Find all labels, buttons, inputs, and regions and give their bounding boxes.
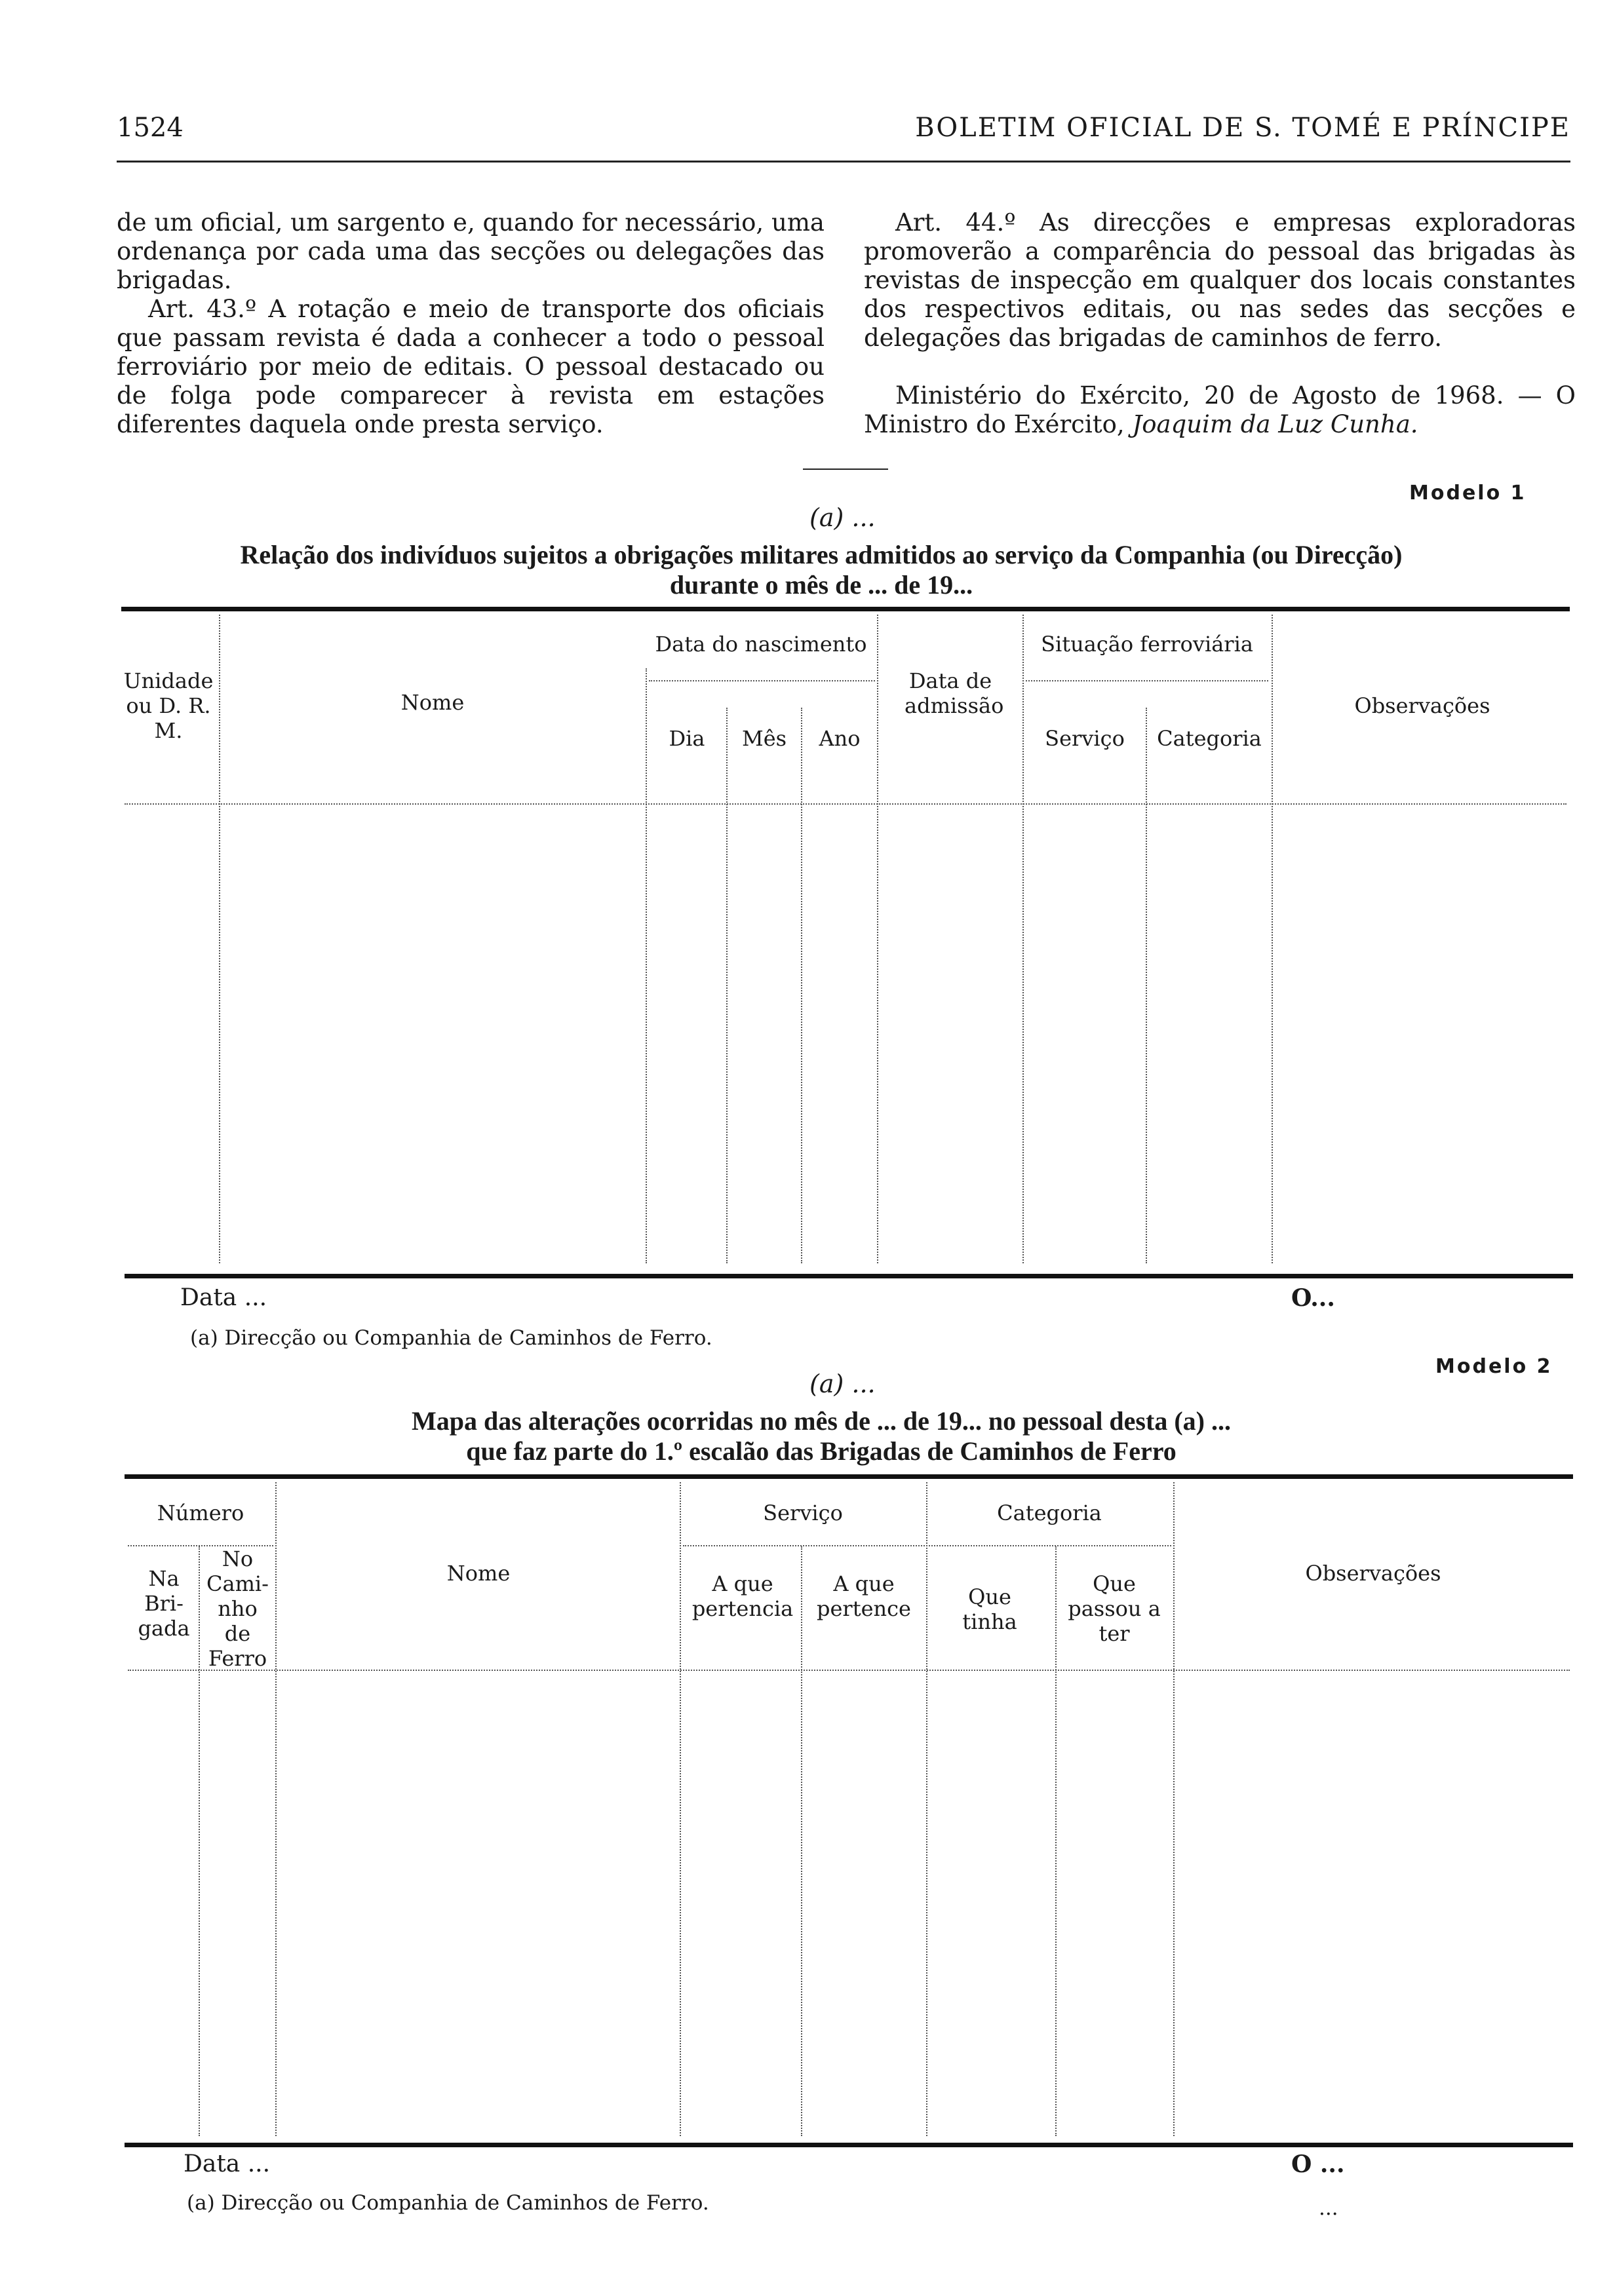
section-divider xyxy=(803,469,888,470)
model2-header-categoria: Categoria xyxy=(997,1501,1102,1525)
model1-subheader-rule xyxy=(649,680,875,681)
signature-name: Joaquim da Luz Cunha. xyxy=(1132,410,1418,438)
model2-top-rule xyxy=(125,1474,1573,1479)
model2-signature: O ... xyxy=(1291,2151,1345,2178)
model2-trailing: ... xyxy=(1319,2196,1338,2220)
model1-header-data-admissao: Data de admissão xyxy=(905,668,1004,718)
model1-header-ano: Ano xyxy=(819,726,861,751)
model1-col-sep xyxy=(801,708,802,1263)
model1-top-rule xyxy=(121,607,1570,611)
model2-header-observacoes: Observações xyxy=(1305,1561,1441,1586)
article-43 xyxy=(117,295,825,439)
left-column xyxy=(117,208,825,439)
model1-col-sep xyxy=(726,708,728,1263)
model2-header-no-caminho: No Cami- nho de Ferro xyxy=(206,1546,269,1671)
model2-header-numero: Número xyxy=(157,1501,244,1525)
article-43-text: A rotação e meio de transporte dos oficiais que passam revista é dada a conhecer a todo o pessoal ferroviário por meio de editais. O pessoal destacado ou de folga pode comparecer à revista em estações diferentes daquela onde presta serviço. xyxy=(117,295,825,438)
model2-col-sep xyxy=(680,1482,681,2136)
article-44-text: As direcções e empresas exploradoras promoverão a comparência do pessoal das brigadas às revistas de inspecção em qualquer dos locais constantes dos respectivos editais, ou nas sedes das secções e delegações das brigadas de caminhos de ferro. xyxy=(864,208,1576,352)
signature-plain: Ministério do Exército, 20 de Agosto de 1968. — O Ministro do Exército, xyxy=(864,381,1576,438)
model1-bottom-rule xyxy=(125,1274,1573,1278)
model2-header-a-que-pertence: A que pertence xyxy=(817,1571,911,1621)
model1-col-sep xyxy=(1146,708,1147,1263)
publication-title: BOLETIM OFICIAL DE S. TOMÉ E PRÍNCIPE xyxy=(915,113,1570,143)
model1-header-observacoes: Observações xyxy=(1354,693,1490,718)
model1-subheader-rule xyxy=(1026,680,1268,681)
model2-header-a-que-pertencia: A que pertencia xyxy=(691,1571,794,1621)
model1-title-line1: Relação dos indivíduos sujeitos a obrigações militares admitidos ao serviço da Companhia (ou Direcção) xyxy=(240,540,1403,569)
model1-footnote: (a) Direcção ou Companhia de Caminhos de Ferro. xyxy=(190,1326,712,1350)
model2-entity: (a) ... xyxy=(809,1369,876,1398)
model2-title-line2: que faz parte do 1.º escalão das Brigadas de Caminhos de Ferro xyxy=(466,1436,1177,1466)
model2-header-na-brigada: Na Bri- gada xyxy=(138,1566,190,1641)
model1-header-dia: Dia xyxy=(669,726,705,751)
model2-title-line1: Mapa das alterações ocorridas no mês de ... de 19... no pessoal desta (a) ... xyxy=(412,1406,1231,1436)
model1-header-bottom-rule xyxy=(125,803,1566,805)
model2-col-sep xyxy=(199,1546,200,2136)
model2-header-nome: Nome xyxy=(446,1561,511,1586)
model1-col-sep xyxy=(219,615,220,1263)
model2-header-bottom-rule xyxy=(128,1670,1570,1671)
model1-header-categoria: Categoria xyxy=(1157,726,1262,751)
model1-title-line2: durante o mês de ... de 19... xyxy=(669,570,973,600)
model2-col-sep xyxy=(1173,1482,1175,2136)
model1-col-sep xyxy=(1272,615,1273,1263)
model2-subheader-rule xyxy=(683,1545,1171,1546)
model2-col-sep xyxy=(801,1546,802,2136)
model1-signature: O... xyxy=(1291,1284,1335,1312)
right-column xyxy=(864,208,1576,439)
article-43-label: Art. 43.º xyxy=(148,295,257,323)
model2-col-sep xyxy=(1055,1546,1057,2136)
signature-line xyxy=(864,381,1576,439)
model2-title xyxy=(117,1406,1526,1466)
page-number: 1524 xyxy=(117,113,184,143)
model1-col-sep xyxy=(646,668,647,1263)
model1-header-servico: Serviço xyxy=(1045,726,1125,751)
model2-date: Data ... xyxy=(184,2151,271,2177)
model1-header-nome: Nome xyxy=(400,690,465,715)
model2-header-servico: Serviço xyxy=(763,1501,843,1525)
article-44-label: Art. 44.º xyxy=(895,208,1016,237)
model2-label: Modelo 2 xyxy=(1435,1355,1553,1378)
model1-label: Modelo 1 xyxy=(1409,482,1527,505)
model2-col-sep xyxy=(275,1482,277,2136)
model1-header-unidade: Unidade ou D. R. M. xyxy=(123,668,214,743)
model2-col-sep xyxy=(926,1482,927,2136)
model1-date: Data ... xyxy=(180,1284,267,1311)
article-44 xyxy=(864,208,1576,353)
model2-footnote: (a) Direcção ou Companhia de Caminhos de Ferro. xyxy=(187,2191,709,2215)
model1-header-situacao: Situação ferroviária xyxy=(1041,632,1253,657)
header-rule xyxy=(117,161,1570,163)
model1-header-mes: Mês xyxy=(741,726,787,751)
model2-header-que-passou: Que passou a ter xyxy=(1068,1571,1161,1646)
model1-header-data-nascimento: Data do nascimento xyxy=(655,632,867,657)
model1-entity: (a) ... xyxy=(809,503,876,532)
model1-col-sep xyxy=(877,615,878,1263)
model1-col-sep xyxy=(1022,615,1024,1263)
model2-bottom-rule xyxy=(125,2143,1573,2147)
model1-title xyxy=(117,540,1526,600)
paragraph-continuation: de um oficial, um sargento e, quando for necessário, uma ordenança por cada uma das secções ou delegações das brigadas. xyxy=(117,208,825,294)
model2-header-que-tinha: Que tinha xyxy=(962,1584,1017,1634)
